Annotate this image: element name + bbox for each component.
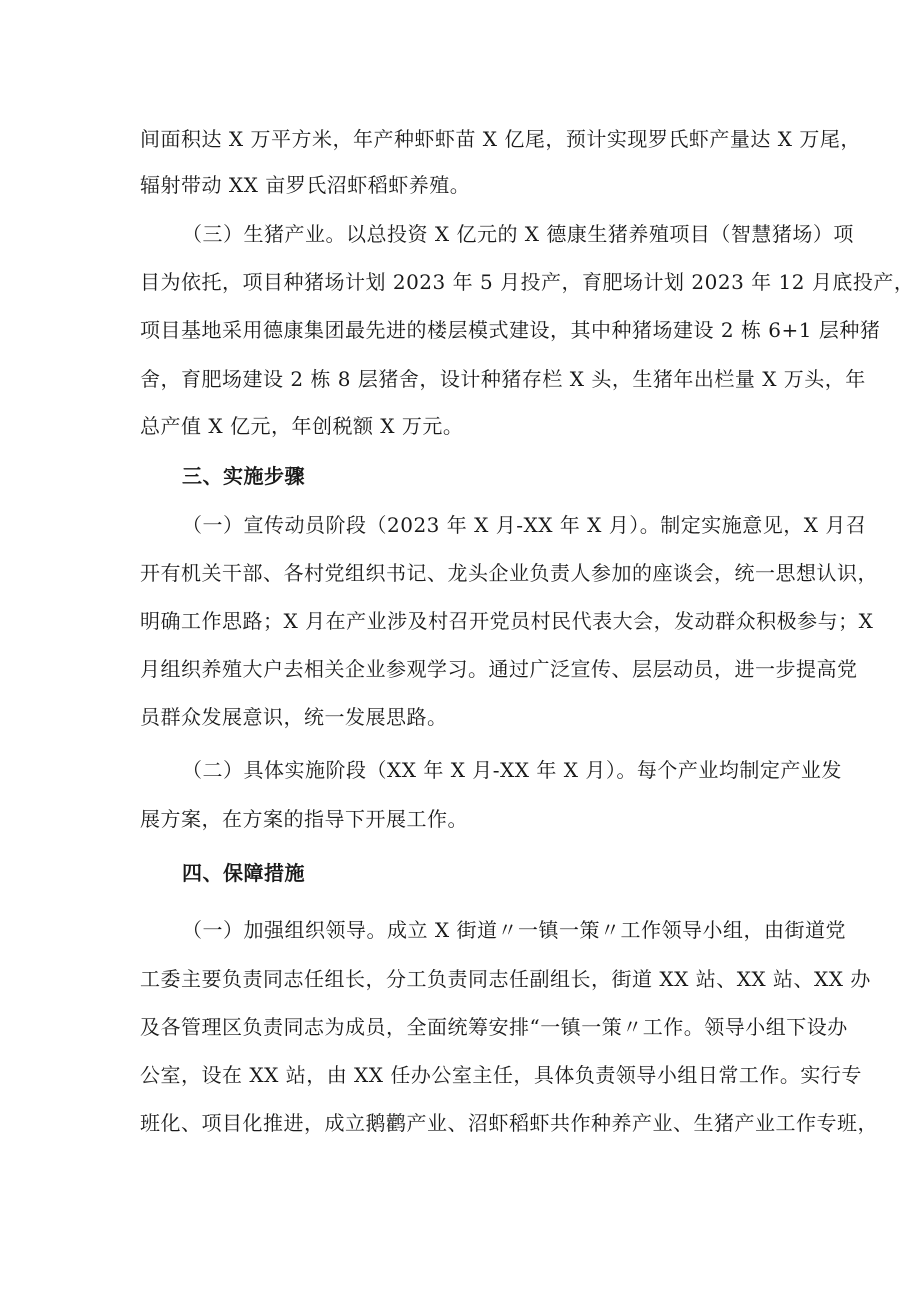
paragraph-line: 间面积达 X 万平方米，年产种虾虾苗 X 亿尾，预计实现罗氏虾产量达 X 万尾， [140,127,861,151]
paragraph-line: 公室，设在 XX 站，由 XX 任办公室主任，具体负责领导小组日常工作。实行专 [140,1063,862,1087]
paragraph-line: （一）加强组织领导。成立 X 街道〃一镇一策〃工作领导小组，由街道党 [182,918,846,942]
paragraph-line: 项目基地采用德康集团最先进的楼层模式建设，其中种猪场建设 2 栋 6+1 层种猪 [140,318,881,342]
paragraph-line: 员群众发展意识，统一发展思路。 [140,705,448,729]
paragraph-line: （二）具体实施阶段（XX 年 X 月-XX 年 X 月）。每个产业均制定产业发 [182,758,842,782]
section-heading: 四、保障措施 [182,861,305,885]
paragraph-line: 明确工作思路；X 月在产业涉及村召开党员村民代表大会，发动群众积极参与；X [140,609,874,633]
paragraph-line: 目为依托，项目种猪场计划 2023 年 5 月投产，育肥场计划 2023 年 12 月底投产， [140,270,915,294]
paragraph-line: （三）生猪产业。以总投资 X 亿元的 X 德康生猪养殖项目（智慧猪场）项 [182,222,854,246]
paragraph-line: 舍，育肥场建设 2 栋 8 层猪舍，设计种猪存栏 X 头，生猪年出栏量 X 万头，年 [140,367,866,391]
paragraph-line: 及各管理区负责同志为成员，全面统筹安排“一镇一策〃工作。领导小组下设办 [140,1015,848,1039]
paragraph-line: 月组织养殖大户去相关企业参观学习。通过广泛宣传、层层动员，进一步提高党 [140,657,858,681]
paragraph-line: 展方案，在方案的指导下开展工作。 [140,807,468,831]
section-heading: 三、实施步骤 [182,464,305,488]
paragraph-line: 开有机关干部、各村党组织书记、龙头企业负责人参加的座谈会，统一思想认识， [140,561,878,585]
paragraph-line: 总产值 X 亿元，年创税额 X 万元。 [140,414,464,438]
paragraph-line: （一）宣传动员阶段（2023 年 X 月-XX 年 X 月）。制定实施意见，X 月召 [182,513,867,537]
paragraph-line: 工委主要负责同志任组长，分工负责同志任副组长，街道 XX 站、XX 站、XX 办 [140,967,871,991]
paragraph-line: 班化、项目化推进，成立鹅鹳产业、沼虾稻虾共作种养产业、生猪产业工作专班， [140,1111,878,1135]
paragraph-line: 辐射带动 XX 亩罗氏沼虾稻虾养殖。 [140,173,471,197]
